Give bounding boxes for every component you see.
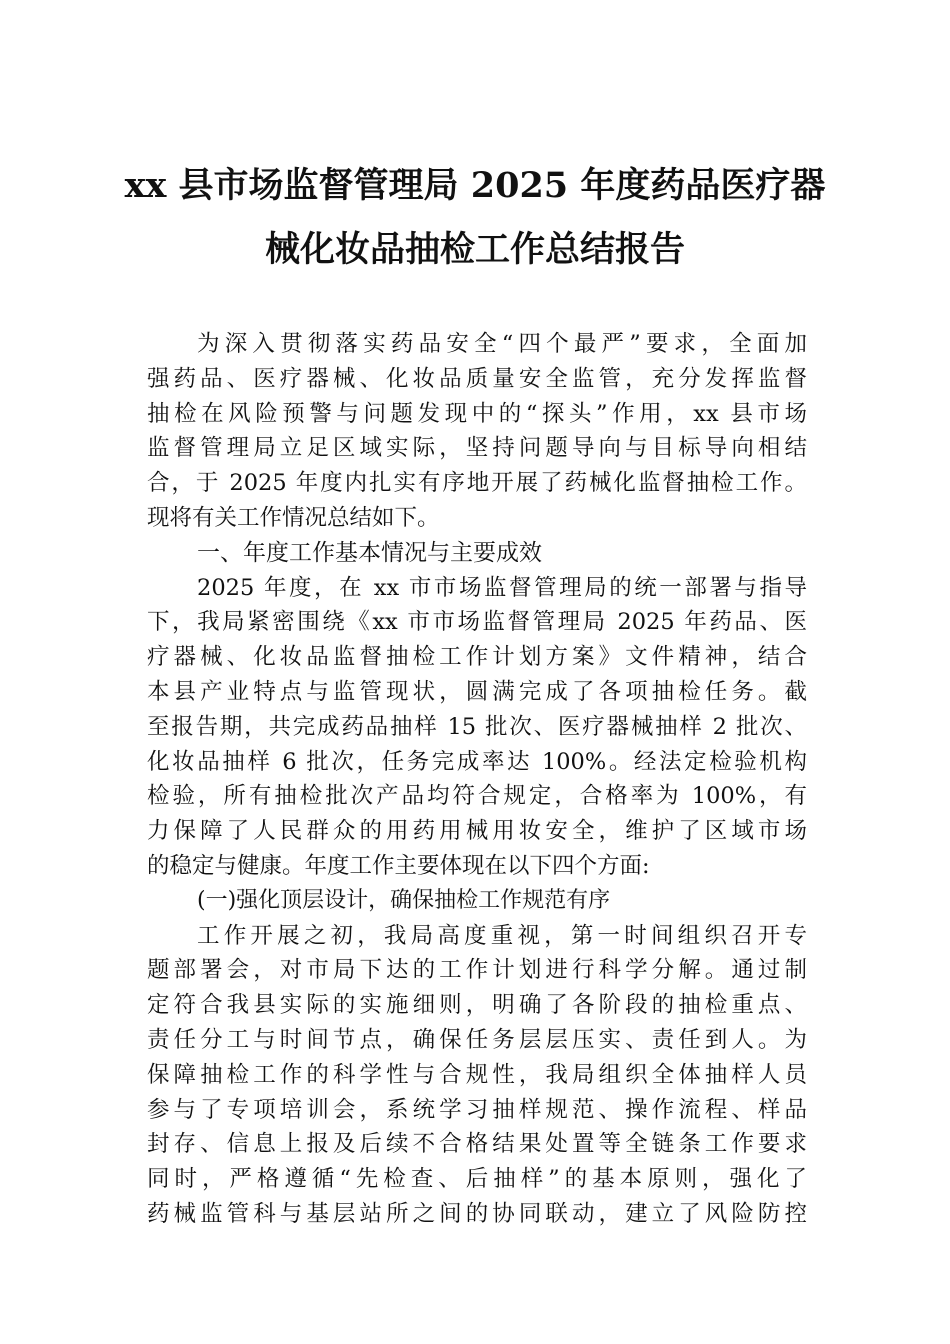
document-body (147, 327, 807, 1232)
paragraph-line: 合，于 2025 年度内扎实有序地开展了药械化监督抽检工作。 (147, 470, 807, 497)
paragraph-line: 检验，所有抽检批次产品均符合规定，合格率为 100%，有 (147, 783, 807, 810)
paragraph-line: 下，我局紧密围绕《xx 市市场监督管理局 2025 年药品、医 (147, 609, 807, 636)
paragraph-line: 至报告期，共完成药品抽样 15 批次、医疗器械抽样 2 批次、 (147, 713, 807, 740)
paragraph-line: 定符合我县实际的实施细则，明确了各阶段的抽检重点、 (147, 992, 807, 1019)
paragraph-line: 同时，严格遵循“先检查、后抽样”的基本原则，强化了 (147, 1166, 807, 1193)
document-title-line-2: 械化妆品抽检工作总结报告 (264, 229, 685, 270)
paragraph-line: 责任分工与时间节点，确保任务层层压实、责任到人。为 (147, 1026, 807, 1053)
paragraph-line: 参与了专项培训会，系统学习抽样规范、操作流程、样品 (147, 1096, 807, 1123)
paragraph-line: 的稳定与健康。年度工作主要体现在以下四个方面: (147, 852, 650, 879)
subsection-heading: (一)强化顶层设计，确保抽检工作规范有序 (197, 887, 611, 913)
section-heading: 一、年度工作基本情况与主要成效 (197, 539, 542, 566)
paragraph-line: 封存、信息上报及后续不合格结果处置等全链条工作要求 (147, 1131, 807, 1158)
paragraph-line: 力保障了人民群众的用药用械用妆安全，维护了区域市场 (147, 818, 807, 845)
document-title-line-1: xx 县市场监督管理局 2025 年度药品医疗器 (124, 165, 826, 206)
paragraph-line: 2025 年度，在 xx 市市场监督管理局的统一部署与指导 (197, 574, 807, 601)
paragraph-line: 题部署会，对市局下达的工作计划进行科学分解。通过制 (147, 957, 807, 984)
paragraph-line: 强药品、医疗器械、化妆品质量安全监管，充分发挥监督 (147, 365, 807, 392)
paragraph-line: 保障抽检工作的科学性与合规性，我局组织全体抽样人员 (147, 1061, 807, 1088)
paragraph-line: 工作开展之初，我局高度重视，第一时间组织召开专 (197, 922, 807, 949)
paragraph-line: 疗器械、化妆品监督抽检工作计划方案》文件精神，结合 (147, 644, 807, 671)
paragraph-line: 现将有关工作情况总结如下。 (147, 504, 440, 531)
paragraph-line: 抽检在风险预警与问题发现中的“探头”作用，xx 县市场 (147, 400, 807, 427)
paragraph-line: 为深入贯彻落实药品安全“四个最严”要求，全面加 (197, 331, 807, 357)
paragraph-line: 监督管理局立足区域实际，坚持问题导向与目标导向相结 (147, 435, 807, 462)
paragraph-line: 本县产业特点与监管现状，圆满完成了各项抽检任务。截 (147, 678, 807, 705)
paragraph-line: 药械监管科与基层站所之间的协同联动，建立了风险防控 (147, 1200, 807, 1227)
paragraph-line: 化妆品抽样 6 批次，任务完成率达 100%。经法定检验机构 (147, 748, 807, 775)
